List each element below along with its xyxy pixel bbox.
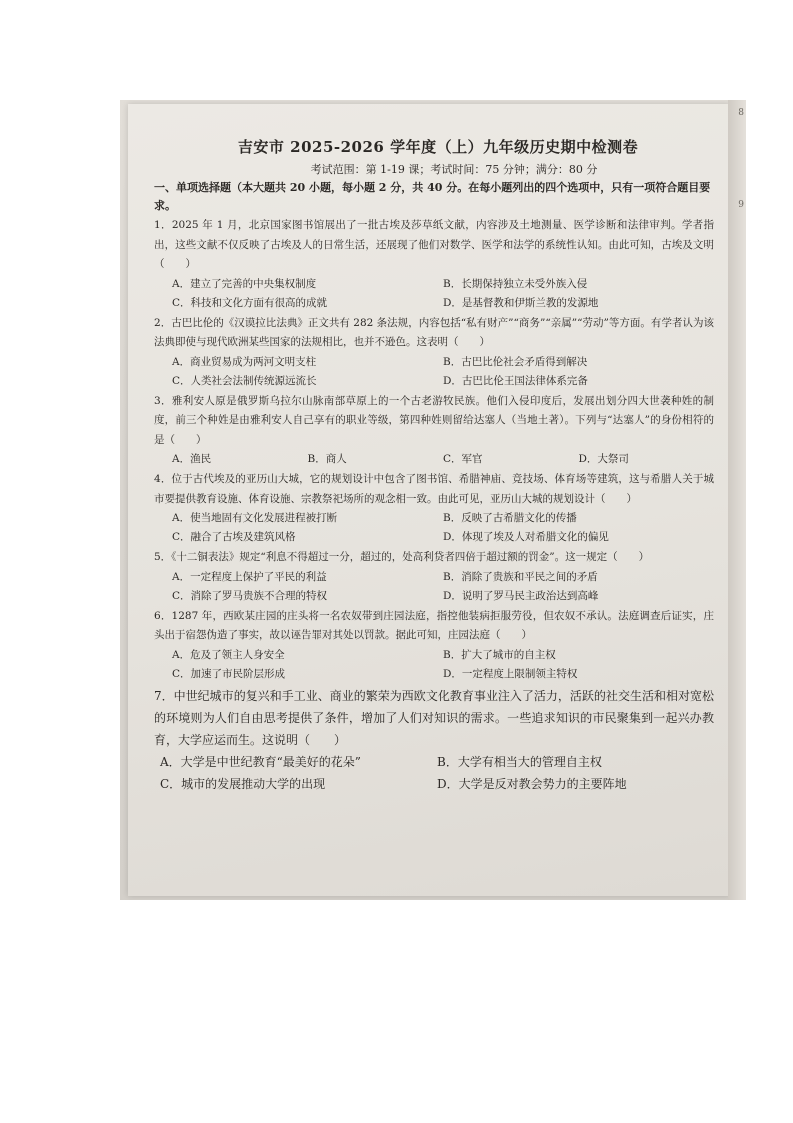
exam-paper xyxy=(128,104,730,896)
option-b: B．商人 xyxy=(307,453,347,465)
exam-meta: 考试范围：第 1-19 课；考试时间：75 分钟；满分：80 分 xyxy=(310,163,598,176)
option-d: D．是基督教和伊斯兰教的发源地 xyxy=(443,296,599,309)
option-b: B．长期保持独立未受外族入侵 xyxy=(443,277,588,290)
option-d: D．大祭司 xyxy=(578,453,629,465)
option-c: C．城市的发展推动大学的出现 xyxy=(160,776,326,791)
option-list xyxy=(154,646,714,684)
exam-title: 吉安市 2025-2026 学年度（上）九年级历史期中检测卷 xyxy=(237,138,639,156)
option-c: C．消除了罗马贵族不合理的特权 xyxy=(172,589,328,602)
option-c: C．人类社会法制传统源远流长 xyxy=(172,374,317,387)
question-5 xyxy=(154,548,714,606)
option-a: A．建立了完善的中央集权制度 xyxy=(172,277,317,290)
option-a: A．商业贸易成为两河文明支柱 xyxy=(172,355,317,368)
question-stem: 3．雅利安人原是俄罗斯乌拉尔山脉南部草原上的一个古老游牧民族。他们入侵印度后，发展出划分四大世袭种姓的制度，前三个种姓是由雅利安人自己享有的职业等级，第四种姓则留给达塞人（当地土著）。下列与“达塞人”的身份相符的是（ ） xyxy=(154,394,714,446)
option-a: A．危及了领主人身安全 xyxy=(172,648,285,661)
edge-mark: 9 xyxy=(738,200,744,210)
option-b: B．大学有相当大的管理自主权 xyxy=(437,754,602,769)
option-a: A．使当地固有文化发展进程被打断 xyxy=(172,512,338,524)
option-d: D．说明了罗马民主政治达到高峰 xyxy=(443,589,599,602)
question-stem: 5．《十二铜表法》规定“利息不得超过一分，超过的，处高利贷者四倍于超过额的罚金”。这一规定（ ） xyxy=(154,551,650,563)
question-6 xyxy=(154,607,714,684)
option-d: D．一定程度上限制领主特权 xyxy=(443,667,578,680)
question-2 xyxy=(154,314,714,391)
question-3 xyxy=(154,392,714,470)
question-7 xyxy=(154,685,714,795)
exam-content xyxy=(154,128,714,795)
question-stem: 6．1287 年，西欧某庄园的庄头将一名农奴带到庄园法庭，指控他装病拒服劳役，但农奴不承认。法庭调查后证实，庄头出于宿怨伪造了事实，故以诬告罪对其处以罚款。据此可知，庄园法庭（ ） xyxy=(154,609,714,641)
question-4 xyxy=(154,470,714,547)
option-list xyxy=(154,353,714,391)
question-stem: 4．位于古代埃及的亚历山大城，它的规划设计中包含了图书馆、希腊神庙、竞技场、体育场等建筑，这与希腊人关于城市要提供教育设施、体育设施、宗教祭祀场所的观念相一致。由此可见，亚历山大城的规划设计（ ） xyxy=(154,473,714,505)
option-c: C．军官 xyxy=(443,453,483,465)
option-b: B．反映了古希腊文化的传播 xyxy=(443,512,577,524)
edge-mark: 8 xyxy=(738,108,744,118)
option-b: B．扩大了城市的自主权 xyxy=(443,648,556,661)
option-d: D．大学是反对教会势力的主要阵地 xyxy=(437,776,627,791)
question-stem: 1．2025 年 1 月，北京国家图书馆展出了一批古埃及莎草纸文献，内容涉及土地测量、医学诊断和法律审判。学者指出，这些文献不仅反映了古埃及人的日常生活，还展现了他们对数学、医学和法学的系统性认知。由此可知，古埃及文明（ ） xyxy=(154,219,714,270)
option-a: A．大学是中世纪教育“最美好的花朵” xyxy=(160,754,361,769)
next-page-edge xyxy=(728,100,746,900)
question-1 xyxy=(154,216,714,313)
option-d: D．古巴比伦王国法律体系完备 xyxy=(443,374,588,387)
option-list xyxy=(154,751,714,795)
option-c: C．加速了市民阶层形成 xyxy=(172,667,286,680)
section-heading: 一、单项选择题（本大题共 20 小题，每小题 2 分，共 40 分。在每小题列出的四个选项中，只有一项符合题目要求。 xyxy=(154,181,711,212)
option-list xyxy=(154,450,714,469)
option-a: A．一定程度上保护了平民的利益 xyxy=(172,570,327,583)
option-list xyxy=(154,275,714,313)
option-c: C．科技和文化方面有很高的成就 xyxy=(172,296,328,309)
option-b: B．消除了贵族和平民之间的矛盾 xyxy=(443,570,598,583)
question-stem: 2．古巴比伦的《汉谟拉比法典》正文共有 282 条法规，内容包括“私有财产”“商务”“亲属”“劳动”等方面。有学者认为该法典即使与现代欧洲某些国家的法规相比，也并不逊色。这表明（ ） xyxy=(154,316,714,348)
option-list xyxy=(154,509,714,547)
photo-frame xyxy=(120,100,746,900)
option-c: C．融合了古埃及建筑风格 xyxy=(172,531,296,543)
question-stem: 7．中世纪城市的复兴和手工业、商业的繁荣为西欧文化教育事业注入了活力，活跃的社交生活和相对宽松的环境则为人们自由思考提供了条件，增加了人们对知识的需求。一些追求知识的市民聚集到一起兴办教育，大学应运而生。这说明（ ） xyxy=(154,688,714,747)
option-list xyxy=(154,568,714,606)
option-d: D．体现了埃及人对希腊文化的偏见 xyxy=(443,531,609,543)
option-a: A．渔民 xyxy=(172,453,212,465)
option-b: B．古巴比伦社会矛盾得到解决 xyxy=(443,355,588,368)
